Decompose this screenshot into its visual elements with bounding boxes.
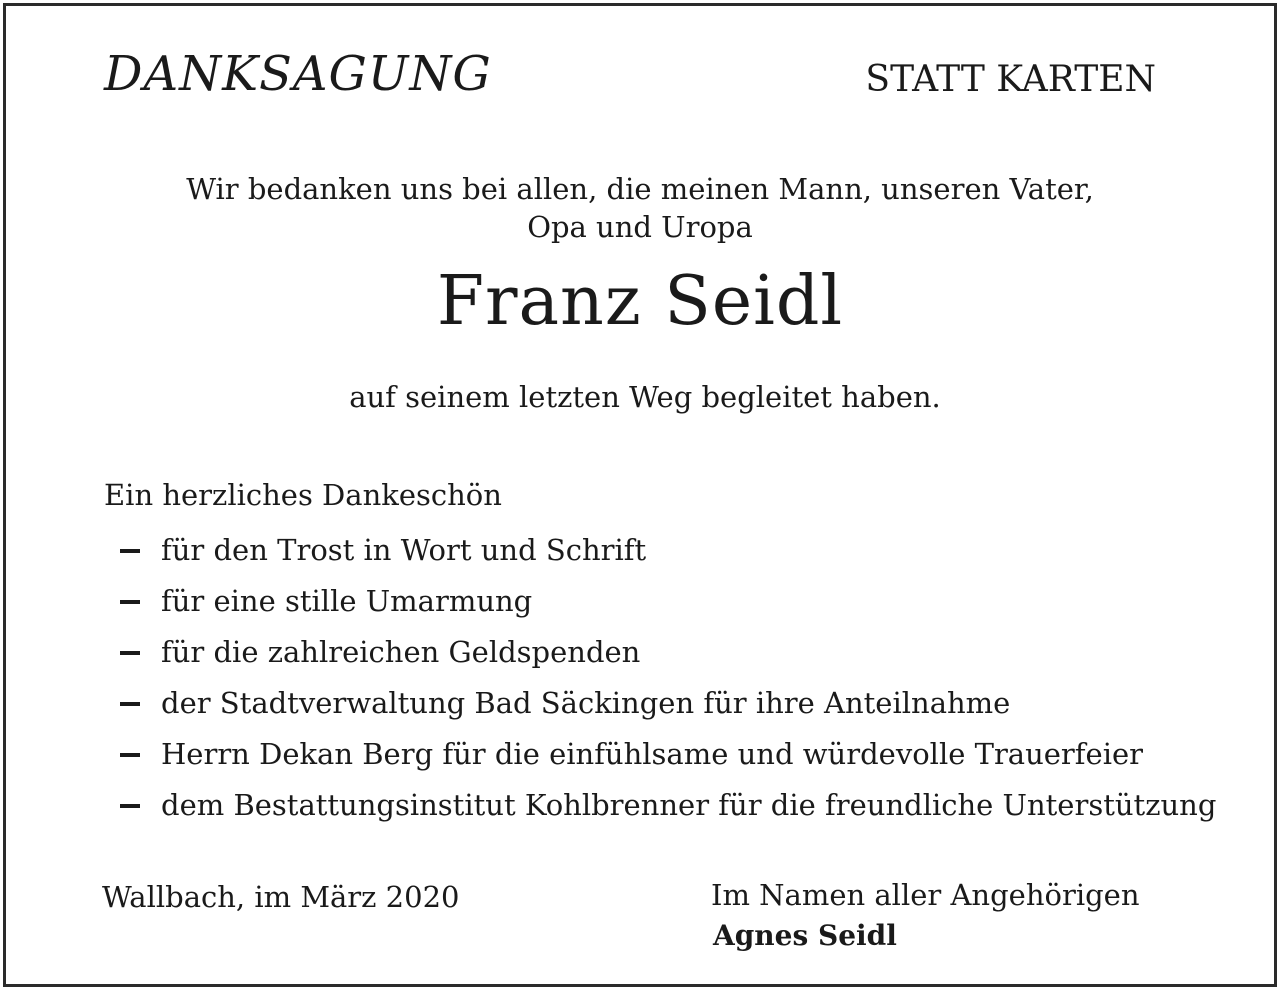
thanks-list (120, 531, 1216, 837)
list-item (120, 786, 1216, 837)
dash-bullet (120, 651, 140, 655)
thanks-title: Ein herzliches Dankeschön (104, 478, 502, 512)
intro-line-2: Opa und Uropa (527, 210, 753, 244)
list-item-text: dem Bestattungsinstitut Kohlbrenner für die freundliche Unterstützung (161, 788, 1217, 822)
outro-text: auf seinem letzten Weg begleitet haben. (349, 380, 941, 414)
dash-bullet (120, 702, 140, 706)
signature-name: Agnes Seidl (713, 919, 897, 952)
list-item-text: für den Trost in Wort und Schrift (161, 533, 647, 567)
dash-bullet (120, 804, 140, 808)
headline: DANKSAGUNG (104, 46, 492, 102)
deceased-name: Franz Seidl (436, 262, 844, 341)
list-item (120, 735, 1216, 786)
list-item-text: für die zahlreichen Geldspenden (161, 635, 641, 669)
list-item (120, 582, 1216, 633)
list-item (120, 633, 1216, 684)
place-date: Wallbach, im März 2020 (102, 880, 460, 914)
dash-bullet (120, 549, 140, 553)
dash-bullet (120, 753, 140, 757)
list-item-text: der Stadtverwaltung Bad Säckingen für ihre Anteilnahme (161, 686, 1011, 720)
list-item-text: Herrn Dekan Berg für die einfühlsame und würdevolle Trauerfeier (161, 737, 1143, 771)
intro-line-1: Wir bedanken uns bei allen, die meinen Mann, unseren Vater, (186, 172, 1094, 206)
list-item-text: für eine stille Umarmung (161, 584, 533, 618)
statt-karten-label: STATT KARTEN (865, 59, 1156, 100)
list-item (120, 684, 1216, 735)
dash-bullet (120, 600, 140, 604)
list-item (120, 531, 1216, 582)
signature-intro: Im Namen aller Angehörigen (711, 878, 1140, 912)
